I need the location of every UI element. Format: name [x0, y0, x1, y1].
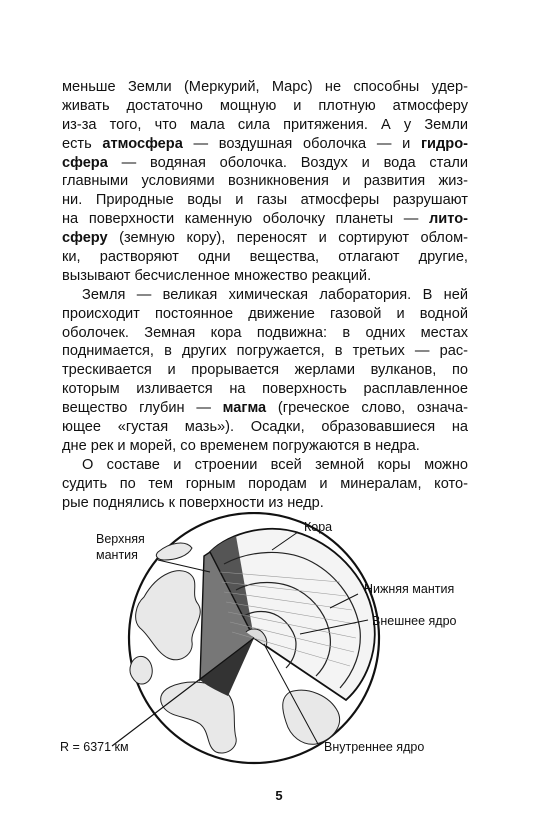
- text-line: [62, 135, 468, 154]
- text-line-content: [62, 248, 468, 267]
- text-run: есть: [62, 135, 103, 152]
- text-line: [62, 191, 468, 210]
- text-run: — водяная оболочка. Воздух и вода стали: [107, 154, 468, 171]
- text-line: [62, 437, 468, 456]
- bold-term: лито-: [429, 211, 468, 228]
- text-run: Земля — великая химическая лаборатория. В ней: [82, 286, 468, 303]
- text-line: [62, 456, 468, 475]
- text-line-content: [62, 437, 468, 456]
- text-run: главными условиями возникновения и развития жиз-: [62, 173, 468, 190]
- text-line: [62, 78, 468, 97]
- bold-term: гидро-: [420, 135, 468, 152]
- label-upper-mantle-line1: Верхняя: [96, 532, 145, 546]
- text-run: трескивается и прорывается жерлами вулканов, по: [62, 362, 468, 379]
- text-run: — воздушная оболочка — и: [182, 135, 421, 152]
- text-line-content: [62, 342, 468, 361]
- text-run: меньше Земли (Меркурий, Марс) не способны удер-: [62, 79, 468, 95]
- bold-term: атмосфера: [102, 135, 183, 152]
- text-line: [62, 286, 468, 305]
- text-line-content: [62, 116, 468, 135]
- text-line-content: [82, 286, 468, 305]
- text-run: оболочек. Земная кора подвижна: в одних местах: [62, 324, 468, 341]
- bold-term: магма: [222, 400, 267, 417]
- label-inner-core: Внутреннее ядро: [324, 740, 425, 754]
- bold-term: сфера: [62, 154, 108, 171]
- text-run: из-за того, что мала сила притяжения. А у Земли: [62, 116, 468, 133]
- text-line-content: [82, 456, 468, 475]
- text-line-content: [62, 399, 468, 418]
- label-upper-mantle-line2: мантия: [96, 548, 138, 562]
- bold-term: сферу: [62, 230, 108, 247]
- text-line: [62, 267, 468, 286]
- text-line-content: [62, 305, 468, 324]
- text-line: [62, 248, 468, 267]
- text-run: ни. Природные воды и газы атмосферы разрушают: [62, 192, 468, 209]
- body-text: [62, 78, 468, 512]
- text-line-content: [62, 210, 468, 229]
- text-line: [62, 210, 468, 229]
- text-line: [62, 475, 468, 494]
- text-run: О составе и строении всей земной коры можно: [82, 456, 468, 473]
- text-run: ки, растворяют одни вещества, отлагают другие,: [62, 249, 468, 266]
- text-line: [62, 494, 468, 513]
- text-line: [62, 154, 468, 173]
- text-run: (земную кору), переносят и сортируют облом-: [107, 230, 468, 247]
- label-radius: R = 6371 км: [60, 740, 129, 754]
- text-line: [62, 97, 468, 116]
- text-line-content: [62, 191, 468, 210]
- text-run: вещество глубин —: [62, 400, 223, 417]
- text-run: поднимается, в других погружается, в третьих — рас-: [62, 343, 468, 360]
- text-line-content: [62, 267, 468, 286]
- text-line: [62, 361, 468, 380]
- text-line: [62, 399, 468, 418]
- text-run: на поверхности каменную оболочку планеты —: [62, 211, 430, 228]
- text-line-content: [62, 135, 468, 154]
- text-run: рые поднялись к поверхности из недр.: [62, 494, 324, 511]
- text-run: вызывают бесчисленное множество реакций.: [62, 267, 372, 284]
- text-run: которым изливается на поверхность расплавленное: [62, 381, 468, 398]
- text-line-content: [62, 78, 468, 97]
- text-run: живать достаточно мощную и плотную атмосферу: [62, 97, 468, 114]
- text-run: ющее «густая мазь»). Осадки, образовавшиеся на: [62, 419, 468, 436]
- text-run: судить по тем горным породам и минералам, кото-: [62, 475, 468, 492]
- page-number: 5: [275, 788, 283, 803]
- text-line-content: [62, 494, 468, 513]
- text-run: дне рек и морей, со временем погружаются в недра.: [62, 437, 420, 454]
- label-lower-mantle: Нижняя мантия: [364, 582, 455, 596]
- label-outer-core: Внешнее ядро: [372, 614, 457, 628]
- text-line: [62, 418, 468, 437]
- text-line: [62, 116, 468, 135]
- text-line: [62, 305, 468, 324]
- text-line-content: [62, 154, 468, 173]
- text-line-content: [62, 229, 468, 248]
- text-line: [62, 324, 468, 343]
- text-line: [62, 342, 468, 361]
- text-run: происходит постоянное движение газовой и водной: [62, 305, 468, 322]
- text-line-content: [62, 172, 468, 191]
- text-line: [62, 380, 468, 399]
- text-line-content: [62, 324, 468, 343]
- text-line: [62, 229, 468, 248]
- text-line-content: [62, 418, 468, 437]
- text-line-content: [62, 97, 468, 116]
- text-run: (греческое слово, означа-: [266, 400, 468, 417]
- text-line-content: [62, 475, 468, 494]
- text-line-content: [62, 380, 468, 399]
- text-line-content: [62, 361, 468, 380]
- text-line: [62, 172, 468, 191]
- earth-structure-figure: [40, 512, 520, 772]
- label-crust: Кора: [304, 520, 333, 534]
